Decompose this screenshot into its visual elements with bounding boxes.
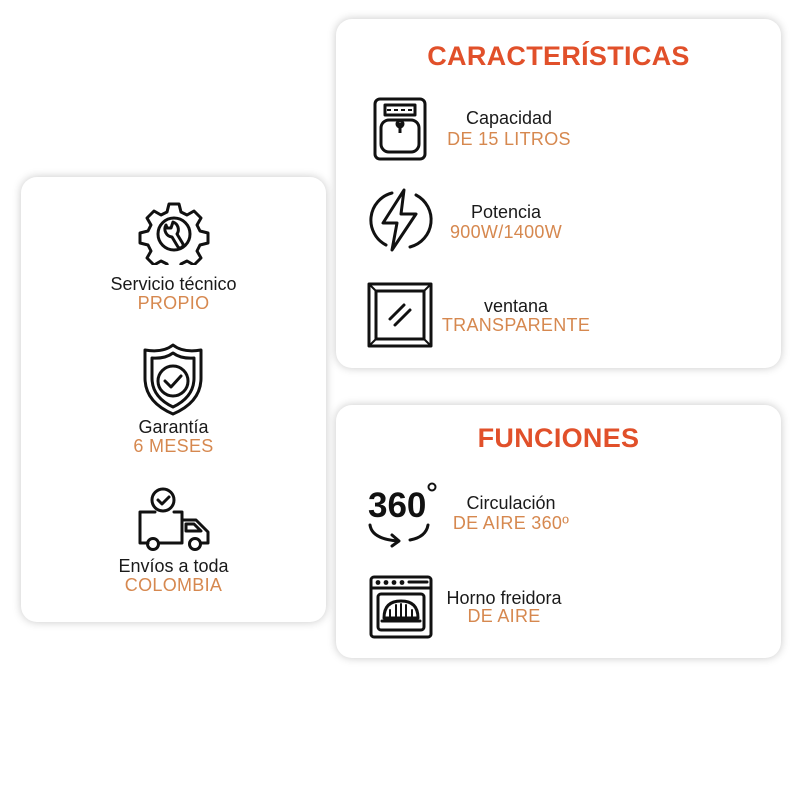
service-value: PROPIO [137, 293, 210, 313]
window-label: ventana [483, 296, 549, 316]
air-fryer-icon [372, 96, 428, 162]
window-value: TRANSPARENTE [441, 315, 591, 335]
warranty-label: Garantía [138, 417, 209, 437]
window-icon [366, 281, 434, 349]
features-card [336, 19, 781, 368]
delivery-truck-icon [136, 485, 212, 555]
functions-card [336, 405, 781, 658]
services-card [21, 177, 326, 622]
oven-icon [368, 574, 434, 640]
oven-value: DE AIRE [467, 606, 541, 626]
shipping-label: Envíos a toda [118, 556, 229, 576]
gear-wrench-icon [138, 201, 210, 265]
shield-check-icon [139, 342, 207, 417]
power-label: Potencia [470, 202, 542, 222]
lightning-bolt-icon [368, 187, 434, 253]
circulation-value: DE AIRE 360º [452, 513, 570, 533]
features-title: CARACTERÍSTICAS [427, 41, 690, 71]
rotate-360-icon [364, 479, 440, 549]
power-value: 900W/1400W [449, 222, 563, 242]
circulation-label: Circulación [466, 493, 556, 513]
functions-title: FUNCIONES [477, 423, 640, 453]
svg-text:360: 360 [368, 486, 427, 525]
warranty-value: 6 MESES [133, 436, 214, 456]
oven-label: Horno freidora [446, 588, 562, 608]
service-label: Servicio técnico [110, 274, 237, 294]
shipping-value: COLOMBIA [124, 575, 223, 595]
capacity-label: Capacidad [465, 108, 553, 128]
capacity-value: DE 15 LITROS [447, 129, 571, 149]
